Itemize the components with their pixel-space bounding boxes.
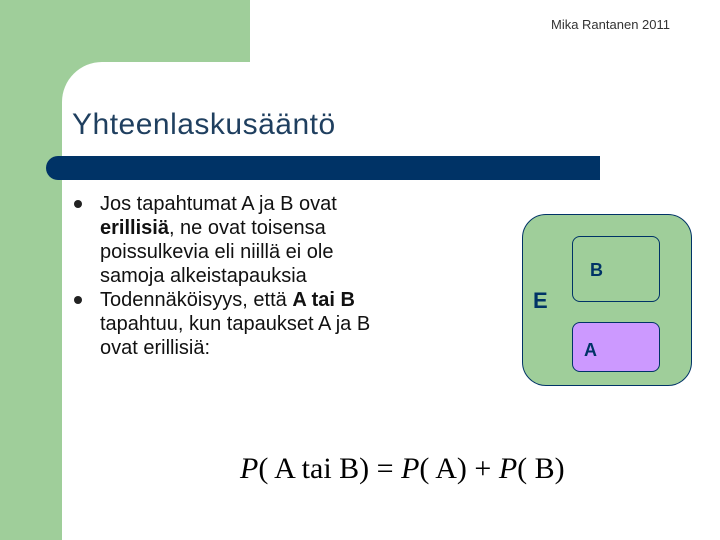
formula-p: P xyxy=(240,452,259,485)
bullet2-text-b: tapahtuu, kun tapaukset A ja B ovat erillisiä: xyxy=(100,313,371,359)
bullet-dot-icon xyxy=(74,296,82,304)
event-a-label: A xyxy=(584,340,597,360)
bullet-item xyxy=(72,288,372,360)
formula-p: P xyxy=(401,452,420,485)
sample-space-label: E xyxy=(533,288,548,313)
bullet2-bold-term: A tai B xyxy=(292,289,355,311)
title-underline-bar xyxy=(46,156,600,180)
event-b-box xyxy=(572,236,660,302)
formula-rhs1-args: ( A) + xyxy=(419,452,499,485)
author-footer: Mika Rantanen 2011 xyxy=(550,17,670,32)
bullet2-text-a: Todennäköisyys, että xyxy=(100,289,293,311)
bullet1-text-b: , ne ovat toisensa poissulkevia eli niillä ei ole samoja alkeistapauksia xyxy=(100,217,334,287)
addition-rule-formula xyxy=(240,452,565,486)
bullet1-bold-term: erillisiä xyxy=(100,217,169,239)
bullet1-text-a: Jos tapahtumat A ja B ovat xyxy=(100,193,337,215)
formula-p: P xyxy=(498,452,518,485)
bullet-dot-icon xyxy=(74,200,82,208)
bullet-item xyxy=(72,192,372,288)
green-side-band xyxy=(0,62,62,540)
event-b-label: B xyxy=(590,260,603,280)
formula-rhs2-args: ( B) xyxy=(517,452,565,485)
green-header-band xyxy=(0,0,250,62)
slide-title: Yhteenlaskusääntö xyxy=(72,108,336,141)
formula-lhs-args: ( A tai B) = xyxy=(258,452,402,485)
bullet-list xyxy=(72,192,372,360)
